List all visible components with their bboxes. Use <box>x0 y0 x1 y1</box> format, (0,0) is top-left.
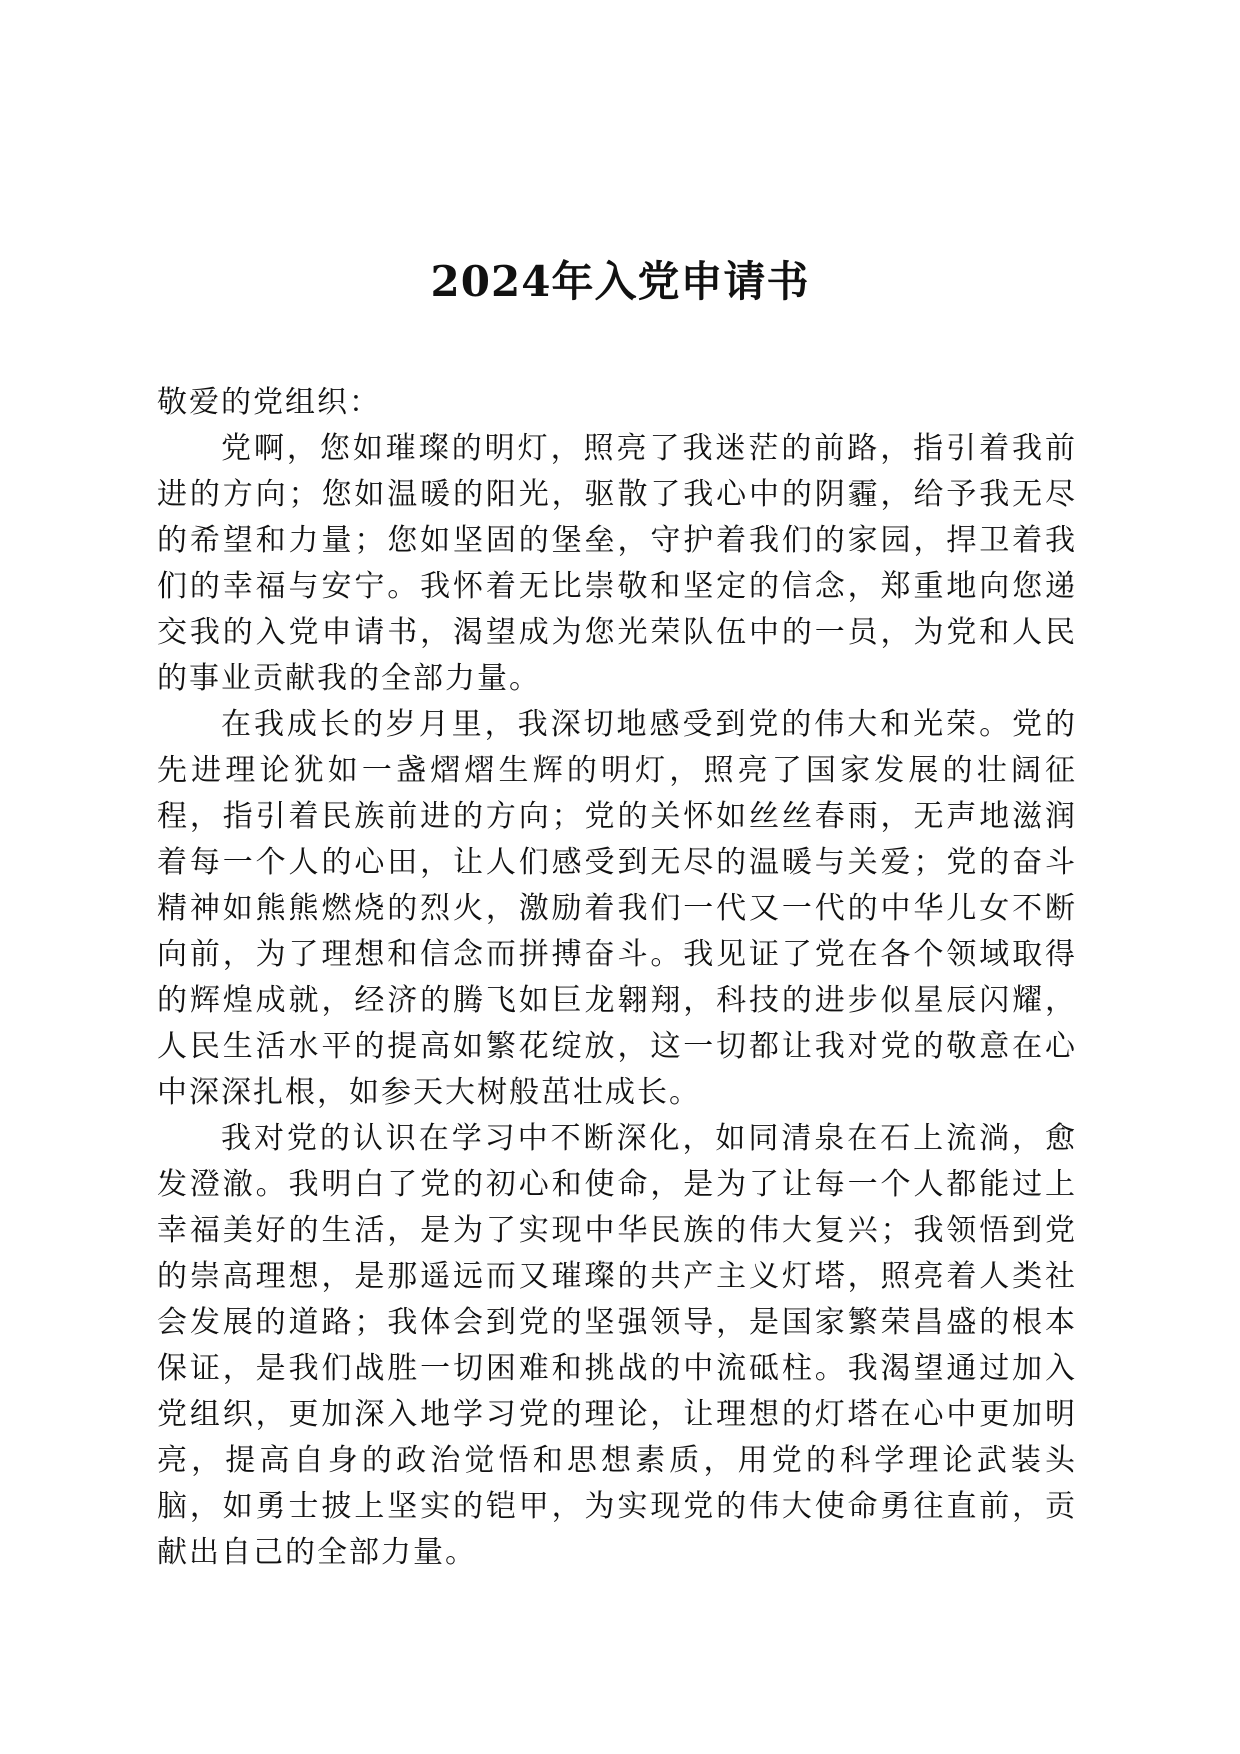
document-body <box>157 380 1077 1576</box>
paragraph-1: 党啊，您如璀璨的明灯，照亮了我迷茫的前路，指引着我前进的方向；您如温暖的阳光，驱散了我心中的阴霾，给予我无尽的希望和力量；您如坚固的堡垒，守护着我们的家园，捍卫着我们的幸福与安宁。我怀着无比崇敬和坚定的信念，郑重地向您递交我的入党申请书，渴望成为您光荣队伍中的一员，为党和人民的事业贡献我的全部力量。 <box>157 431 1077 696</box>
paragraph-3: 我对党的认识在学习中不断深化，如同清泉在石上流淌，愈发澄澈。我明白了党的初心和使命，是为了让每一个人都能过上幸福美好的生活，是为了实现中华民族的伟大复兴；我领悟到党的崇高理想，是那遥远而又璀璨的共产主义灯塔，照亮着人类社会发展的道路；我体会到党的坚强领导，是国家繁荣昌盛的根本保证，是我们战胜一切困难和挑战的中流砥柱。我渴望通过加入党组织，更加深入地学习党的理论，让理想的灯塔在心中更加明亮，提高自身的政治觉悟和思想素质，用党的科学理论武装头脑，如勇士披上坚实的铠甲，为实现党的伟大使命勇往直前，贡献出自己的全部力量。 <box>157 1121 1077 1570</box>
salutation: 敬爱的党组织： <box>157 385 381 420</box>
paragraph-2: 在我成长的岁月里，我深切地感受到党的伟大和光荣。党的先进理论犹如一盏熠熠生辉的明灯，照亮了国家发展的壮阔征程，指引着民族前进的方向；党的关怀如丝丝春雨，无声地滋润着每一个人的心田，让人们感受到无尽的温暖与关爱；党的奋斗精神如熊熊燃烧的烈火，激励着我们一代又一代的中华儿女不断向前，为了理想和信念而拼搏奋斗。我见证了党在各个领域取得的辉煌成就，经济的腾飞如巨龙翱翔，科技的进步似星辰闪耀，人民生活水平的提高如繁花绽放，这一切都让我对党的敬意在心中深深扎根，如参天大树般茁壮成长。 <box>157 707 1077 1110</box>
document-title: 2024年入党申请书 <box>430 257 810 306</box>
